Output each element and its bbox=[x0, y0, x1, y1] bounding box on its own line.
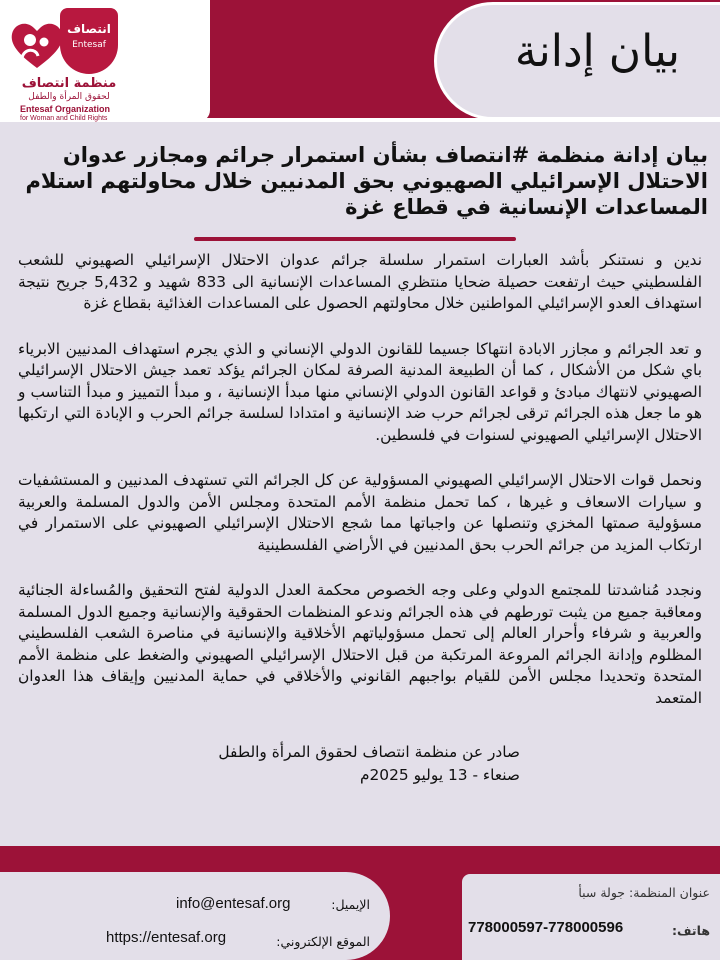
logo-badge bbox=[60, 8, 118, 74]
logo-badge-ar: انتصاف bbox=[67, 22, 111, 36]
signature-date: صنعاء - 13 يوليو 2025م bbox=[359, 766, 520, 784]
header bbox=[0, 0, 720, 122]
headline-divider bbox=[194, 237, 516, 241]
statement-body bbox=[18, 250, 702, 709]
logo-subtitle-ar: لحقوق المرأة والطفل bbox=[28, 92, 110, 102]
statement-headline: بيان إدانة منظمة #انتصاف بشأن استمرار جرائم ومجازر عدوان الاحتلال الإسرائيلي الصهيوني بحق المدنيين خلال محاولتهم استلام المساعدات الإنسانية في قطاع غزة bbox=[25, 143, 708, 219]
body-paragraph-3: ونحمل قوات الاحتلال الإسرائيلي الصهيوني المسؤولية عن كل الجرائم التي تستهدف المدنيين و المستشفيات و سيارات الاسعاف و غيرها ، كما تحمل منظمة الأمم المتحدة ومجلس الأمن والدول المسلمة والعربية مسؤولية صمتها المخزي وتنصلها عن واجباتها مما شجع الاحتلال الإسرائيلي الصهيوني على الاستمرار في ارتكاب المزيد من جرائم الحرب بحق المدنيين في الأراضي الفلسطينية bbox=[18, 471, 702, 554]
phone-label: هاتف: bbox=[672, 923, 710, 938]
email-link[interactable]: info@entesaf.org bbox=[176, 895, 291, 912]
page-title: بيان إدانة bbox=[514, 26, 680, 77]
email-label: الإيميل: bbox=[331, 897, 370, 912]
signature-block bbox=[200, 741, 520, 787]
logo-name-ar: منظمة انتصاف bbox=[21, 76, 117, 91]
body-paragraph-4: ونجدد مُناشدتنا للمجتمع الدولي وعلى وجه الخصوص محكمة العدل الدولية لفتح التحقيق والمُساءلة الجنائية ومعاقبة جميع من يثبت تورطهم في هذه الجرائم وندعو المنظمات الحقوقية والإنسانية وجميع الدول المسلمة والعربية و شرفاء وأحرار العالم إلى تحمل مسؤولياتهم الأخلاقية والإنسانية في مناصرة الشعب الفلسطيني المظلوم وإدانة الجرائم المروعة المرتكبة من قبل الاحتلال الإسرائيلي الصهيوني والضغط على منظمة الأمم المتحدة وتحديدا مجلس الأمن للقيام بواجبهم القانوني والأخلاقي في حماية المدنيين وإيقاف هذا العدوان المتعمد bbox=[18, 581, 702, 707]
logo-subtitle-en: for Woman and Child Rights bbox=[20, 115, 108, 122]
address-text: عنوان المنظمة: جولة سبأ bbox=[578, 885, 710, 900]
logo-name-en: Entesaf Organization bbox=[20, 104, 111, 114]
heart-family-icon bbox=[8, 16, 66, 74]
logo-badge-en: Entesaf bbox=[72, 40, 106, 50]
website-label: الموقع الإلكتروني: bbox=[276, 934, 370, 949]
signature-issuer: صادر عن منظمة انتصاف لحقوق المرأة والطفل bbox=[218, 743, 520, 761]
organization-logo bbox=[4, 6, 204, 122]
body-paragraph-2: و تعد الجرائم و مجازر الابادة انتهاكا جسيما للقانون الدولي الإنساني و الذي يجرم استهداف المدنيين الابرياء باي شكل من الأشكال ، كما أن الطبيعة المدنية الصرفة لمكان الجرائم يؤكد تعمد جيش الاحتلال الإسرائيلي الصهيوني لانتهاك مبادئ و قواعد القانون الدولي الإنساني منها مبدأ الإنسانية ، و مبدأ التمييز و مبدأ التناسب و هو ما جعل هذه الجرائم ترقى لجرائم حرب ضد الإنسانية و امتدادا لسلسة جرائم الحرب و الإبادة التي ارتكبها الاحتلال الإسرائيلي الصهيوني لسنوات في فلسطين. bbox=[18, 339, 702, 444]
body-paragraph-1: ندين و نستنكر بأشد العبارات استمرار سلسلة جرائم عدوان الاحتلال الإسرائيلي الصهيوني للشعب الفلسطيني حيث ارتفعت حصيلة ضحايا منتظري المساعدات الإنسانية الى 833 شهيد و 5,432 جريح نتيجة استهداف العدو الإسرائيلي المواطنين خلال محاولتهم الحصول على المساعدات الغذائية بقطاع غزة bbox=[18, 251, 702, 312]
phone-numbers: 778000597-778000596 bbox=[468, 919, 624, 936]
website-link[interactable]: https://entesaf.org bbox=[106, 929, 227, 946]
